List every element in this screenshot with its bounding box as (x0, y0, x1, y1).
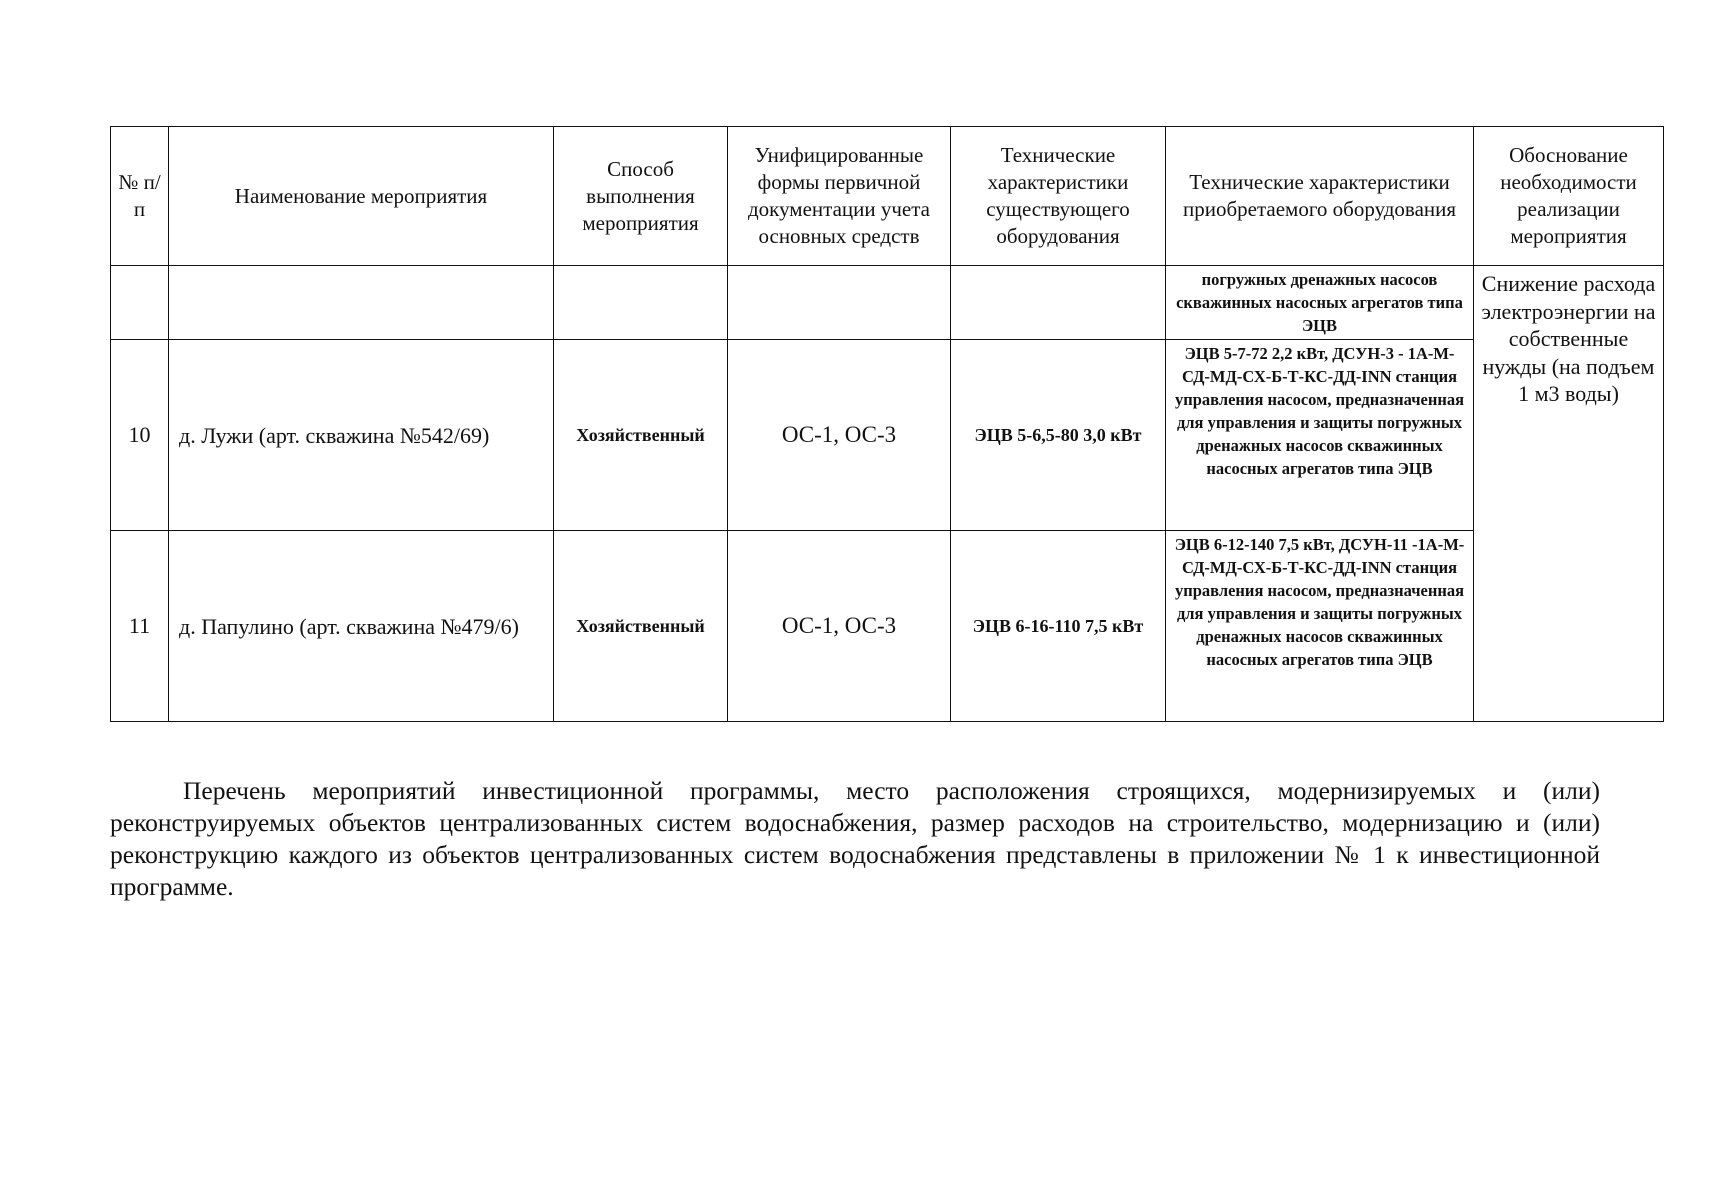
cell-existing (951, 266, 1166, 340)
cell-name: д. Папулино (арт. скважина №479/6) (169, 531, 554, 722)
cell-num: 10 (111, 340, 169, 531)
cell-forms (728, 266, 951, 340)
table-row-continuation (111, 266, 1664, 340)
header-existing-equipment: Технические характеристики существующего оборудования (951, 127, 1166, 266)
measures-table (110, 126, 1664, 722)
header-forms: Унифицированные формы первичной документации учета основных средств (728, 127, 951, 266)
cell-existing: ЭЦВ 5-6,5-80 3,0 кВт (951, 340, 1166, 531)
cell-acquired: погружных дренажных насосов скважинных насосных агрегатов типа ЭЦВ (1166, 266, 1474, 340)
cell-forms: ОС-1, ОС-3 (728, 531, 951, 722)
cell-method (554, 266, 728, 340)
table-header-row (111, 127, 1664, 266)
cell-method: Хозяйственный (554, 340, 728, 531)
cell-justification: Снижение расхода электроэнергии на собственные нужды (на подъем 1 м3 воды) (1474, 266, 1664, 722)
header-method: Способ выполнения мероприятия (554, 127, 728, 266)
header-justification: Обоснование необходимости реализации мероприятия (1474, 127, 1664, 266)
cell-existing: ЭЦВ 6-16-110 7,5 кВт (951, 531, 1166, 722)
cell-acquired: ЭЦВ 6-12-140 7,5 кВт, ДСУН-11 -1А-М-СД-МД-СХ-Б-Т-КС-ДД-INN станция управления насосом, предназначенная для управления и защиты погружных дренажных насосов скважинных насосных агрегатов типа ЭЦВ (1166, 531, 1474, 722)
cell-num (111, 266, 169, 340)
cell-method: Хозяйственный (554, 531, 728, 722)
table-row (111, 531, 1664, 722)
body-paragraph: Перечень мероприятий инвестиционной программы, место расположения строящихся, модернизируемых и (или) реконструируемых объектов централизованных систем водоснабжения, размер расходов на строительство, модернизацию и (или) реконструкцию каждого из объектов централизованных систем водоснабжения представлены в приложении № 1 к инвестиционной программе. (110, 776, 1600, 901)
cell-forms: ОС-1, ОС-3 (728, 340, 951, 531)
header-name: Наименование мероприятия (169, 127, 554, 266)
header-num: № п/п (111, 127, 169, 266)
header-acquired-equipment: Технические характеристики приобретаемого оборудования (1166, 127, 1474, 266)
cell-acquired: ЭЦВ 5-7-72 2,2 кВт, ДСУН-3 - 1А-М-СД-МД-СХ-Б-Т-КС-ДД-INN станция управления насосом, предназначенная для управления и защиты погружных дренажных насосов скважинных насосных агрегатов типа ЭЦВ (1166, 340, 1474, 531)
cell-name (169, 266, 554, 340)
cell-name: д. Лужи (арт. скважина №542/69) (169, 340, 554, 531)
table-row (111, 340, 1664, 531)
cell-num: 11 (111, 531, 169, 722)
